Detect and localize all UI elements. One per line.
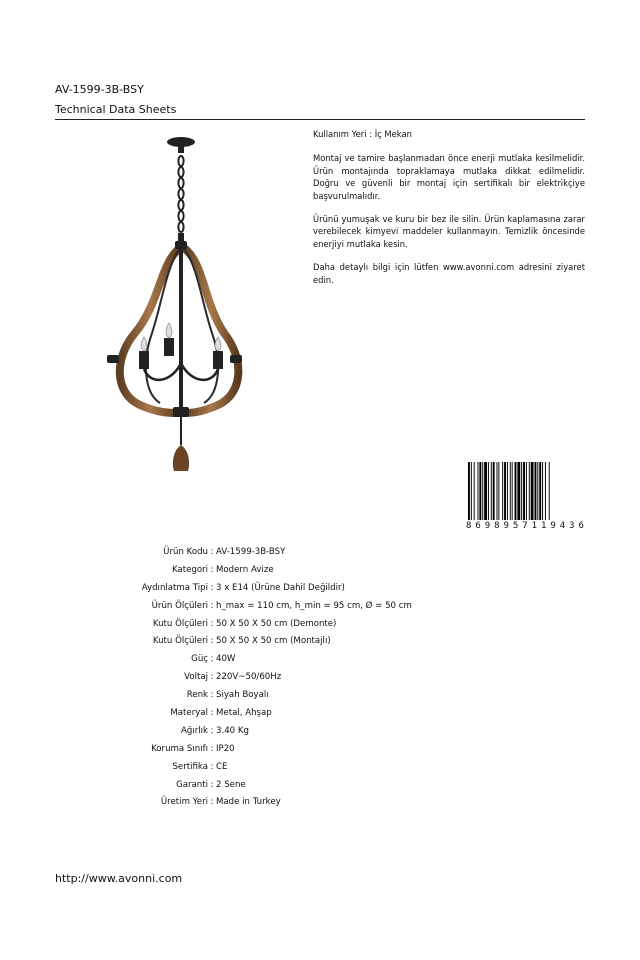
- barcode-digit: 3: [569, 521, 575, 531]
- barcode-bar: [529, 462, 530, 520]
- barcode-digit: 1: [531, 521, 538, 531]
- spec-value: Siyah Boyalı: [216, 690, 269, 701]
- barcode-bar: [542, 462, 543, 520]
- page-subtitle: Technical Data Sheets: [55, 103, 177, 116]
- barcode-bar: [478, 462, 479, 520]
- spec-value: IP20: [216, 743, 235, 754]
- barcode-bar: [523, 462, 525, 520]
- spec-value: 50 X 50 X 50 cm (Montajlı): [216, 636, 331, 647]
- barcode-bar: [468, 462, 470, 520]
- spec-value: 220V~50/60Hz: [216, 672, 282, 683]
- spec-label: Kutu Ölçüleri: [152, 618, 208, 629]
- spec-label: Renk: [186, 690, 208, 701]
- spec-row: Sertifika : CE: [100, 759, 412, 777]
- barcode-bar: [507, 462, 508, 520]
- spec-row: Aydınlatma Tipi : 3 x E14 (Ürüne Dahil Değildir): [100, 580, 412, 598]
- barcode-bar: [531, 462, 534, 520]
- barcode-digit: 9: [503, 521, 509, 531]
- header-divider: [55, 119, 585, 120]
- barcode-digit: 8: [466, 521, 472, 531]
- spec-row: Koruma Sınıfı : IP20: [100, 741, 412, 759]
- spec-value: h_max = 110 cm, h_min = 95 cm, Ø = 50 cm: [216, 600, 412, 611]
- barcode-digit: 6: [578, 521, 584, 531]
- barcode-bar: [521, 462, 522, 520]
- spec-value: 40W: [216, 654, 236, 665]
- spec-label: Güç: [191, 654, 208, 665]
- spec-label: Voltaj: [184, 672, 208, 683]
- spec-value: 3.40 Kg: [216, 725, 249, 736]
- barcode-digit: 6: [475, 521, 481, 531]
- spec-row: Renk : Siyah Boyalı: [100, 687, 412, 705]
- spec-value: Modern Avize: [216, 564, 274, 575]
- spec-label: Aydınlatma Tipi: [141, 582, 208, 593]
- spec-row: Güç : 40W: [100, 651, 412, 669]
- spec-table: [100, 544, 412, 812]
- spec-value: 50 X 50 X 50 cm (Demonte): [216, 618, 337, 629]
- spec-label: Kategori: [171, 564, 208, 575]
- barcode-bar: [517, 462, 520, 520]
- info-paragraph-cleaning: Ürünü yumuşak ve kuru bir bez ile silin. Ürün kaplamasına zarar verebilecek kimyevi maddeler kullanmayın. Temizlik öncesinde enerjiyi mutlaka kesin.: [313, 214, 585, 249]
- spec-row: Ağırlık : 3.40 Kg: [100, 723, 412, 741]
- barcode-digit: 9: [484, 521, 491, 531]
- barcode-bar: [515, 462, 517, 520]
- spec-value: AV-1599-3B-BSY: [216, 547, 286, 557]
- spec-label: Koruma Sınıfı: [151, 743, 208, 754]
- spec-label: Kutu Ölçüleri: [152, 636, 208, 647]
- spec-label: Üretim Yeri: [160, 797, 208, 808]
- spec-row: Ürün Kodu : AV-1599-3B-BSY: [100, 544, 412, 562]
- barcode-bar: [482, 462, 483, 520]
- usage-location: Kullanım Yeri : İç Mekan: [313, 129, 412, 139]
- barcode-bar: [488, 462, 489, 520]
- barcode-bar: [526, 462, 527, 520]
- spec-row: Üretim Yeri : Made in Turkey: [100, 794, 412, 812]
- spec-row: Ürün Ölçüleri : h_max = 110 cm, h_min = 95 cm, Ø = 50 cm: [100, 598, 412, 616]
- barcode-bar: [498, 462, 499, 520]
- barcode-bar: [474, 462, 475, 520]
- barcode-bar: [471, 462, 472, 520]
- info-paragraph-website: Daha detaylı bilgi için lütfen www.avonni.com adresini ziyaret edin.: [313, 262, 585, 285]
- spec-row: Garanti : 2 Sene: [100, 777, 412, 795]
- spec-value: Metal, Ahşap: [216, 708, 272, 719]
- spec-label: Materyal: [170, 708, 208, 719]
- barcode-bar: [497, 462, 498, 520]
- spec-row: Kutu Ölçüleri : 50 X 50 X 50 cm (Montajlı): [100, 633, 412, 651]
- barcode-bar: [535, 462, 537, 520]
- barcode-bar: [539, 462, 541, 520]
- spec-label: Ağırlık: [180, 725, 208, 736]
- chandelier-image: [100, 133, 250, 478]
- spec-value: CE: [216, 761, 228, 772]
- barcode-bar: [491, 462, 492, 520]
- barcode-digit: 5: [512, 521, 519, 531]
- barcode-bar: [479, 462, 481, 520]
- barcode-digit: 1: [541, 521, 547, 531]
- usage-info: [313, 128, 585, 297]
- spec-row: Materyal : Metal, Ahşap: [100, 705, 412, 723]
- spec-value: Made in Turkey: [216, 797, 281, 808]
- spec-row: Kutu Ölçüleri : 50 X 50 X 50 cm (Demonte): [100, 616, 412, 634]
- spec-row: Voltaj : 220V~50/60Hz: [100, 669, 412, 687]
- barcode-digit: 8: [494, 521, 500, 531]
- spec-row: Kategori : Modern Avize: [100, 562, 412, 580]
- barcode-digit: 9: [550, 521, 556, 531]
- barcode-bar: [504, 462, 506, 520]
- spec-label: Ürün Kodu: [163, 547, 208, 557]
- website-link[interactable]: http://www.avonni.com: [55, 872, 183, 885]
- barcode-bar: [493, 462, 495, 520]
- barcode-bar: [502, 462, 503, 520]
- spec-label: Garanti: [176, 779, 208, 790]
- barcode-digits: [466, 521, 584, 531]
- barcode-bar: [512, 462, 513, 520]
- barcode-digit: 4: [559, 521, 566, 531]
- info-paragraph-safety: Montaj ve tamire başlanmadan önce enerji mutlaka kesilmelidir. Ürün montajında topraklamaya mutlaka dikkat edilmelidir. Doğru ve güvenli bir montaj için sertifikalı bir elektrikçiye başvurulmalıdır.: [313, 153, 585, 201]
- spec-value: 3 x E14 (Ürüne Dahil Değildir): [216, 582, 345, 593]
- spec-label: Ürün Ölçüleri: [151, 600, 208, 611]
- barcode-bar: [510, 462, 511, 520]
- spec-label: Sertifika: [172, 761, 208, 772]
- product-code-heading: AV-1599-3B-BSY: [55, 83, 144, 96]
- barcode-digit: 7: [522, 521, 528, 531]
- spec-value: 2 Sene: [216, 779, 246, 790]
- barcode-bar: [545, 462, 546, 520]
- barcode-bar: [549, 462, 550, 520]
- barcode-bar: [484, 462, 487, 520]
- barcode-bar: [537, 462, 538, 520]
